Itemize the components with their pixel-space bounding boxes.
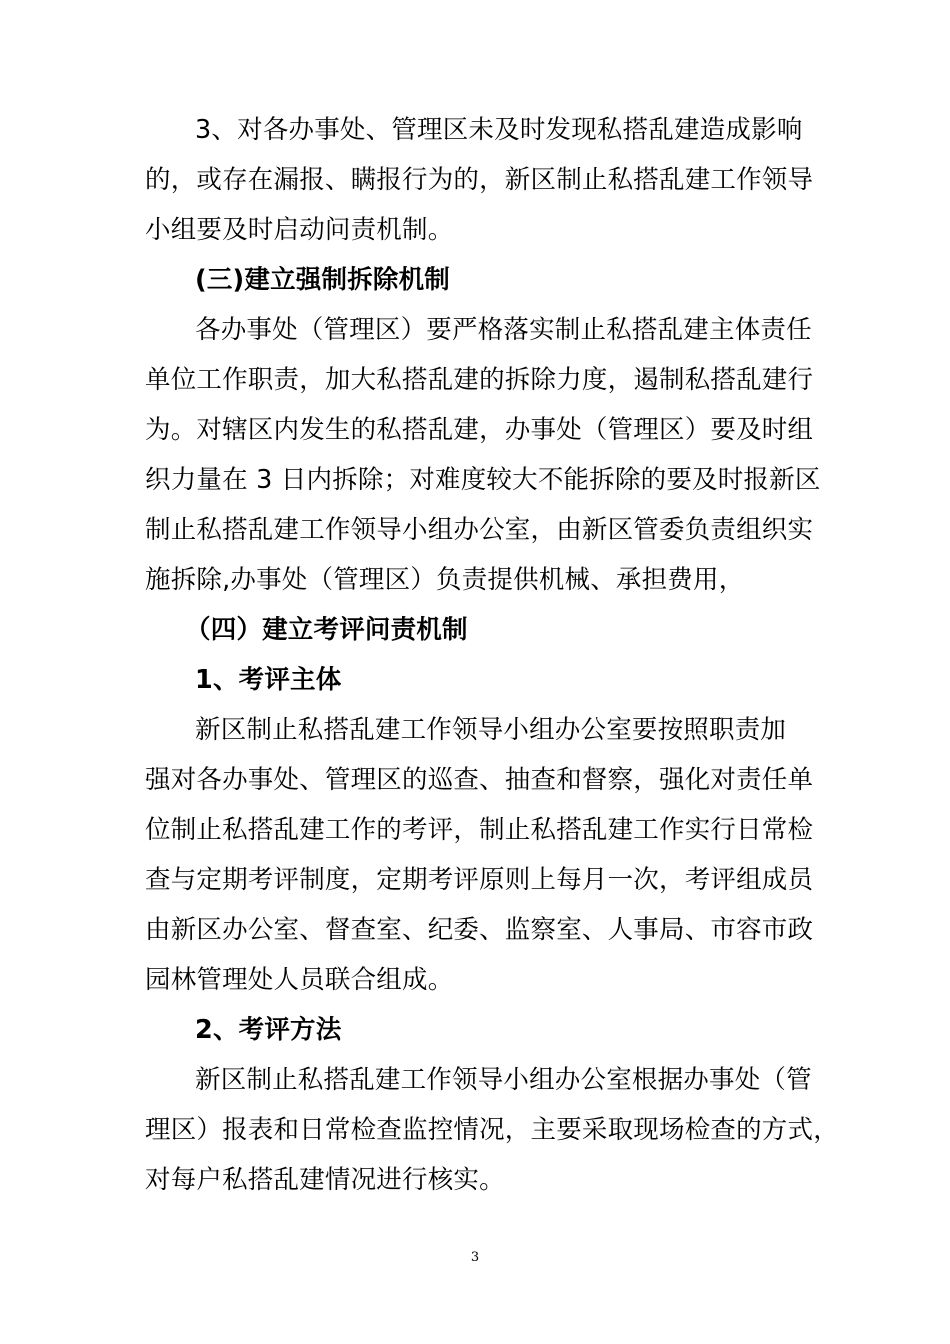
- paragraph-line: 查与定期考评制度，定期考评原则上每月一次，考评组成员: [145, 865, 814, 895]
- subsection-heading: 2、考评方法: [195, 1015, 342, 1045]
- paragraph-line: 施拆除,办事处（管理区）负责提供机械、承担费用，: [145, 565, 745, 595]
- paragraph-line: 各办事处（管理区）要严格落实制止私搭乱建主体责任: [195, 315, 812, 345]
- section-heading: （四）建立考评问责机制: [185, 615, 468, 645]
- paragraph-line: 为。对辖区内发生的私搭乱建，办事处（管理区）要及时组: [145, 415, 814, 445]
- paragraph-line: 新区制止私搭乱建工作领导小组办公室根据办事处（管: [195, 1065, 812, 1095]
- paragraph-line: 由新区办公室、督查室、纪委、监察室、人事局、市容市政: [145, 915, 814, 945]
- paragraph-line: 理区）报表和日常检查监控情况，主要采取现场检查的方式，: [145, 1115, 839, 1145]
- paragraph-line: 新区制止私搭乱建工作领导小组办公室要按照职责加: [195, 715, 787, 745]
- paragraph-line: 园林管理处人员联合组成。: [145, 965, 454, 995]
- paragraph-line: 单位工作职责，加大私搭乱建的拆除力度，遏制私搭乱建行: [145, 365, 814, 395]
- subsection-heading: 1、考评主体: [195, 665, 342, 695]
- paragraph-line: 位制止私搭乱建工作的考评，制止私搭乱建工作实行日常检: [145, 815, 814, 845]
- paragraph-line: 对每户私搭乱建情况进行核实。: [145, 1165, 505, 1195]
- paragraph-line: 织力量在 3 日内拆除；对难度较大不能拆除的要及时报新区: [145, 465, 821, 495]
- paragraph-line: 3、对各办事处、管理区未及时发现私搭乱建造成影响: [195, 115, 803, 145]
- section-heading: (三)建立强制拆除机制: [195, 265, 451, 295]
- page-number: 3: [470, 1250, 480, 1265]
- paragraph-line: 小组要及时启动问责机制。: [145, 215, 454, 245]
- paragraph-line: 强对各办事处、管理区的巡查、抽查和督察，强化对责任单: [145, 765, 814, 795]
- paragraph-line: 制止私搭乱建工作领导小组办公室，由新区管委负责组织实: [145, 515, 814, 545]
- paragraph-line: 的，或存在漏报、瞒报行为的，新区制止私搭乱建工作领导: [145, 165, 814, 195]
